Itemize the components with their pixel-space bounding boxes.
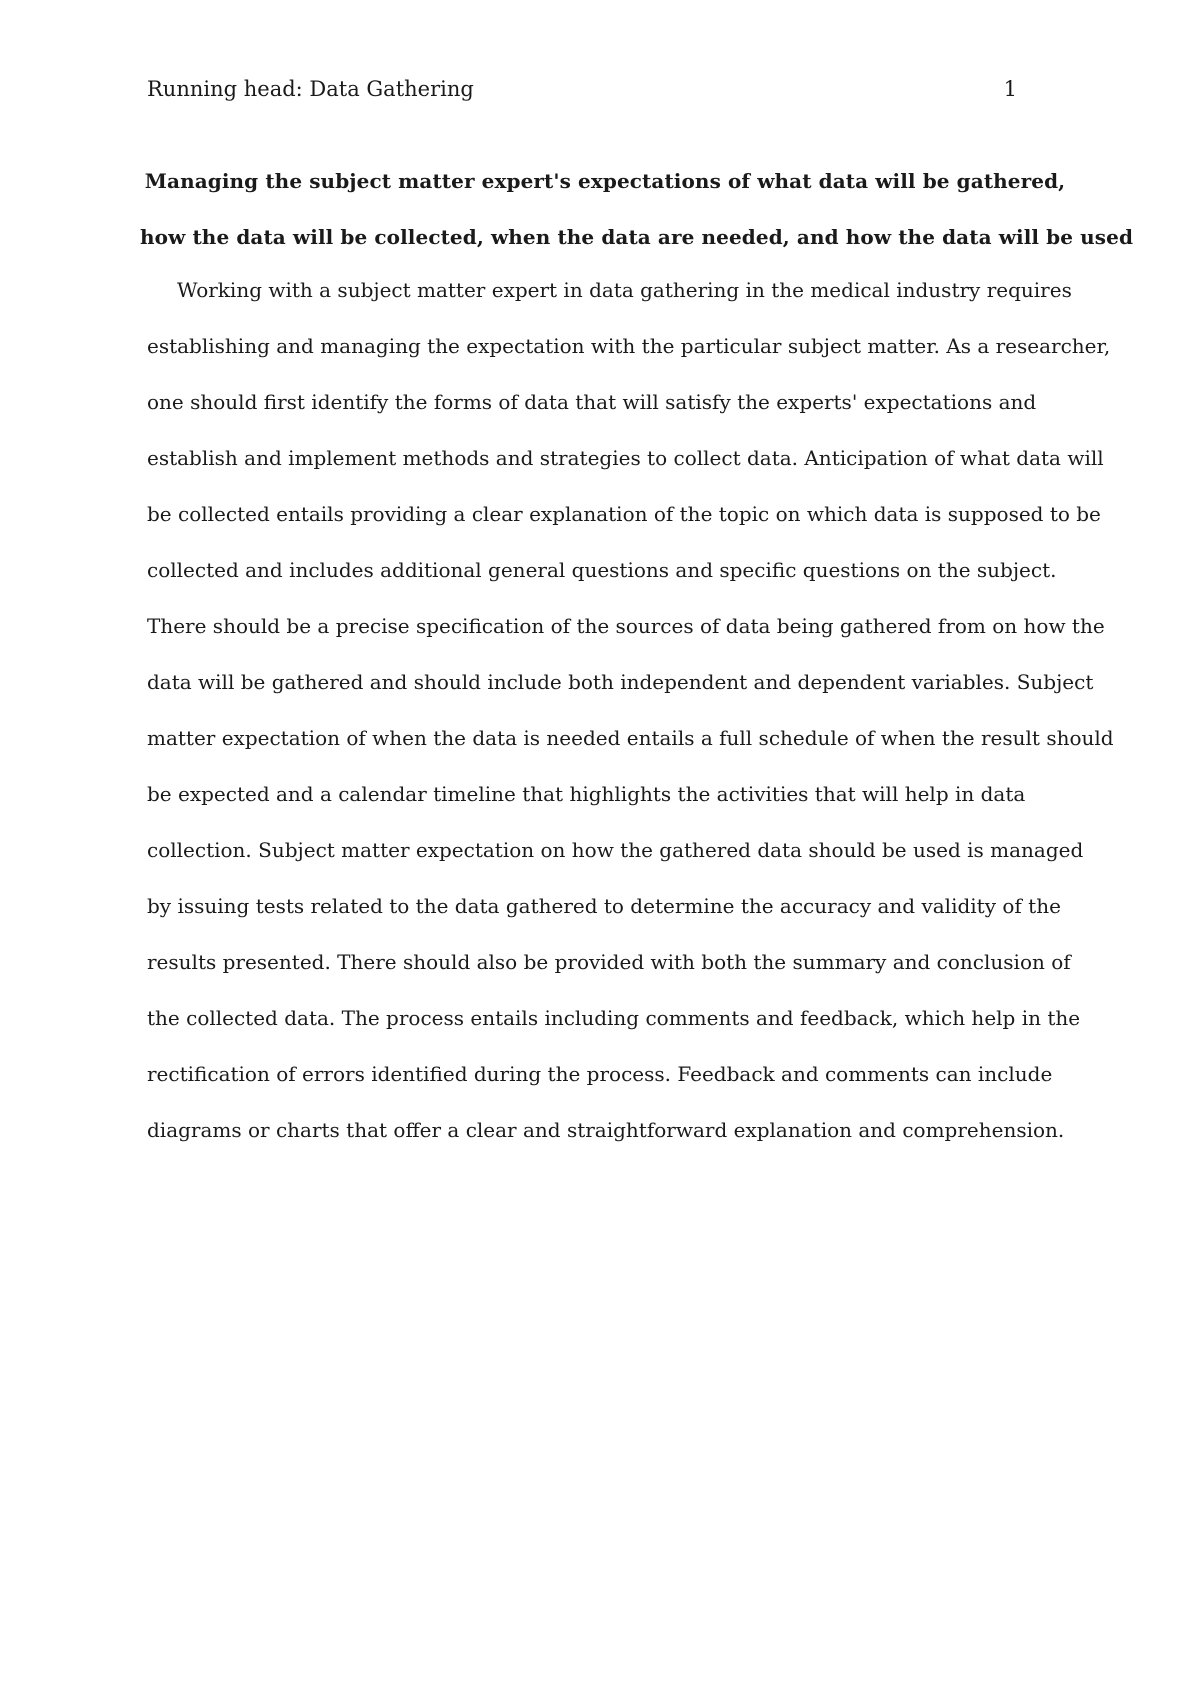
- document-title: [140, 153, 1134, 265]
- page-number: 1: [1003, 77, 1017, 101]
- paragraph-line: by issuing tests related to the data gathered to determine the accuracy and validity of the: [147, 894, 1061, 918]
- title-line: Managing the subject matter expert's expectations of what data will be gathered,: [144, 169, 1066, 193]
- paragraph-line: Working with a subject matter expert in data gathering in the medical industry requires: [177, 278, 1072, 302]
- paragraph-line: matter expectation of when the data is needed entails a full schedule of when the result should: [147, 726, 1114, 750]
- page-header: [147, 74, 1017, 104]
- paragraph-line: collected and includes additional general questions and specific questions on the subject.: [147, 558, 1057, 582]
- paragraph-line: data will be gathered and should include both independent and dependent variables. Subject: [147, 670, 1094, 694]
- paragraph-line: establishing and managing the expectation with the particular subject matter. As a researcher,: [147, 334, 1111, 358]
- paragraph-line: the collected data. The process entails including comments and feedback, which help in the: [147, 1006, 1081, 1030]
- paragraph-line: results presented. There should also be provided with both the summary and conclusion of: [147, 950, 1071, 974]
- body-paragraph: [147, 262, 1114, 1158]
- paragraph-line: establish and implement methods and strategies to collect data. Anticipation of what data will: [147, 446, 1104, 470]
- paragraph-line: There should be a precise specification of the sources of data being gathered from on how the: [147, 614, 1105, 638]
- paragraph-line: be expected and a calendar timeline that highlights the activities that will help in data: [147, 782, 1026, 806]
- paragraph-line: be collected entails providing a clear explanation of the topic on which data is supposed to be: [147, 502, 1101, 526]
- paragraph-line: collection. Subject matter expectation on how the gathered data should be used is managed: [147, 838, 1084, 862]
- paragraph-line: diagrams or charts that offer a clear and straightforward explanation and comprehension.: [147, 1118, 1065, 1142]
- paragraph-line: rectification of errors identified during the process. Feedback and comments can include: [147, 1062, 1053, 1086]
- title-line: how the data will be collected, when the data are needed, and how the data will be used: [140, 225, 1134, 249]
- running-head: Running head: Data Gathering: [147, 77, 474, 101]
- paragraph-line: one should first identify the forms of data that will satisfy the experts' expectations and: [147, 390, 1037, 414]
